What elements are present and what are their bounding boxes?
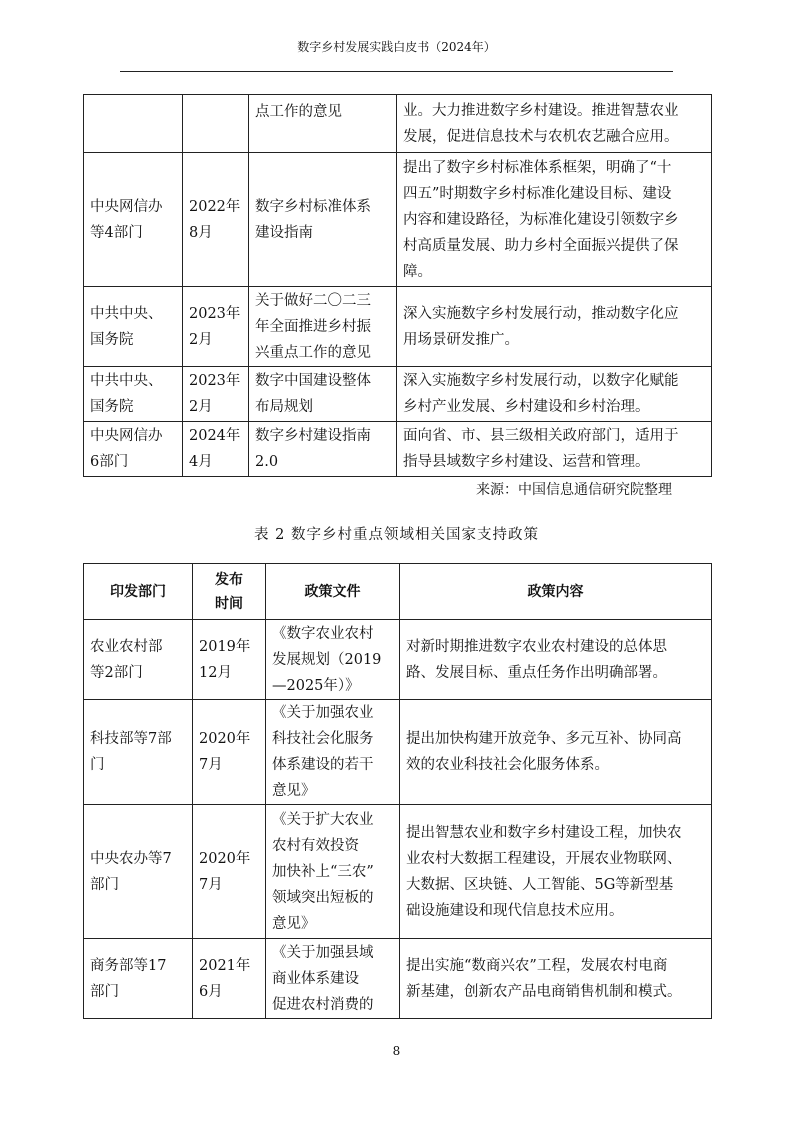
doc-cell: 《数字农业农村 发展规划（2019 —2025年）》	[266, 620, 400, 700]
dept-cell: 中共中央、 国务院	[84, 367, 183, 422]
time-cell: 2022年 8月	[183, 153, 249, 287]
header-divider	[120, 71, 673, 72]
doc-cell: 关于做好二〇二三 年全面推进乡村振 兴重点工作的意见	[249, 287, 397, 367]
content-cell: 提出加快构建开放竞争、多元互补、协同高 效的农业科技社会化服务体系。	[400, 700, 712, 805]
column-header-time: 发布 时间	[193, 564, 266, 620]
content-cell: 提出实施“数商兴农”工程，发展农村电商 新基建，创新农产品电商销售机制和模式。	[400, 939, 712, 1019]
content-cell: 对新时期推进数字农业农村建设的总体思 路、发展目标、重点任务作出明确部署。	[400, 620, 712, 700]
dept-cell: 中央网信办 6部门	[84, 422, 183, 477]
table-row	[84, 805, 712, 939]
policy-table	[83, 563, 712, 1019]
content-cell: 深入实施数字乡村发展行动，推动数字化应 用场景研发推广。	[397, 287, 712, 367]
content-cell: 业。大力推进数字乡村建设。推进智慧农业 发展，促进信息技术与农机农艺融合应用。	[397, 95, 712, 153]
dept-cell: 科技部等7部 门	[84, 700, 193, 805]
dept-cell: 中共中央、 国务院	[84, 287, 183, 367]
column-header-doc: 政策文件	[266, 564, 400, 620]
doc-cell: 《关于扩大农业 农村有效投资 加快补上“三农” 领域突出短板的 意见》	[266, 805, 400, 939]
table-row	[84, 95, 712, 153]
table-row	[84, 939, 712, 1019]
dept-cell: 中央农办等7 部门	[84, 805, 193, 939]
page-number: 8	[392, 1044, 401, 1058]
time-cell: 2021年 6月	[193, 939, 266, 1019]
table-row	[84, 367, 712, 422]
dept-cell	[84, 95, 183, 153]
content-cell: 提出智慧农业和数字乡村建设工程，加快农 业农村大数据工程建设，开展农业物联网、 大数据、区块链、人工智能、5G等新型基 础设施建设和现代信息技术应用。	[400, 805, 712, 939]
time-cell: 2023年 2月	[183, 367, 249, 422]
source-note: 来源：中国信息通信研究院整理	[476, 482, 672, 498]
time-cell: 2024年 4月	[183, 422, 249, 477]
table-row	[84, 153, 712, 287]
time-cell: 2020年 7月	[193, 805, 266, 939]
table-row	[84, 620, 712, 700]
table-header-row	[84, 564, 712, 620]
content-cell: 深入实施数字乡村发展行动，以数字化赋能 乡村产业发展、乡村建设和乡村治理。	[397, 367, 712, 422]
column-header-content: 政策内容	[400, 564, 712, 620]
doc-cell: 数字中国建设整体 布局规划	[249, 367, 397, 422]
table-caption: 表 2 数字乡村重点领域相关国家支持政策	[254, 527, 539, 543]
dept-cell: 商务部等17 部门	[84, 939, 193, 1019]
dept-cell: 农业农村部 等2部门	[84, 620, 193, 700]
time-cell	[183, 95, 249, 153]
time-cell: 2019年 12月	[193, 620, 266, 700]
doc-cell: 数字乡村标准体系 建设指南	[249, 153, 397, 287]
column-header-dept: 印发部门	[84, 564, 193, 620]
page-header: 数字乡村发展实践白皮书（2024年）	[297, 40, 496, 54]
table-row	[84, 287, 712, 367]
doc-cell: 《关于加强农业 科技社会化服务 体系建设的若干 意见》	[266, 700, 400, 805]
content-cell: 面向省、市、县三级相关政府部门，适用于 指导县域数字乡村建设、运营和管理。	[397, 422, 712, 477]
doc-cell: 《关于加强县域 商业体系建设 促进农村消费的	[266, 939, 400, 1019]
time-cell: 2023年 2月	[183, 287, 249, 367]
content-cell: 提出了数字乡村标准体系框架，明确了“十 四五”时期数字乡村标准化建设目标、建设 内容和建设路径，为标准化建设引领数字乡 村高质量发展、助力乡村全面振兴提供了保 障。	[397, 153, 712, 287]
time-cell: 2020年 7月	[193, 700, 266, 805]
doc-cell: 点工作的意见	[249, 95, 397, 153]
doc-cell: 数字乡村建设指南 2.0	[249, 422, 397, 477]
dept-cell: 中央网信办 等4部门	[84, 153, 183, 287]
table-row	[84, 422, 712, 477]
table-row	[84, 700, 712, 805]
policy-table-continued	[83, 94, 712, 477]
